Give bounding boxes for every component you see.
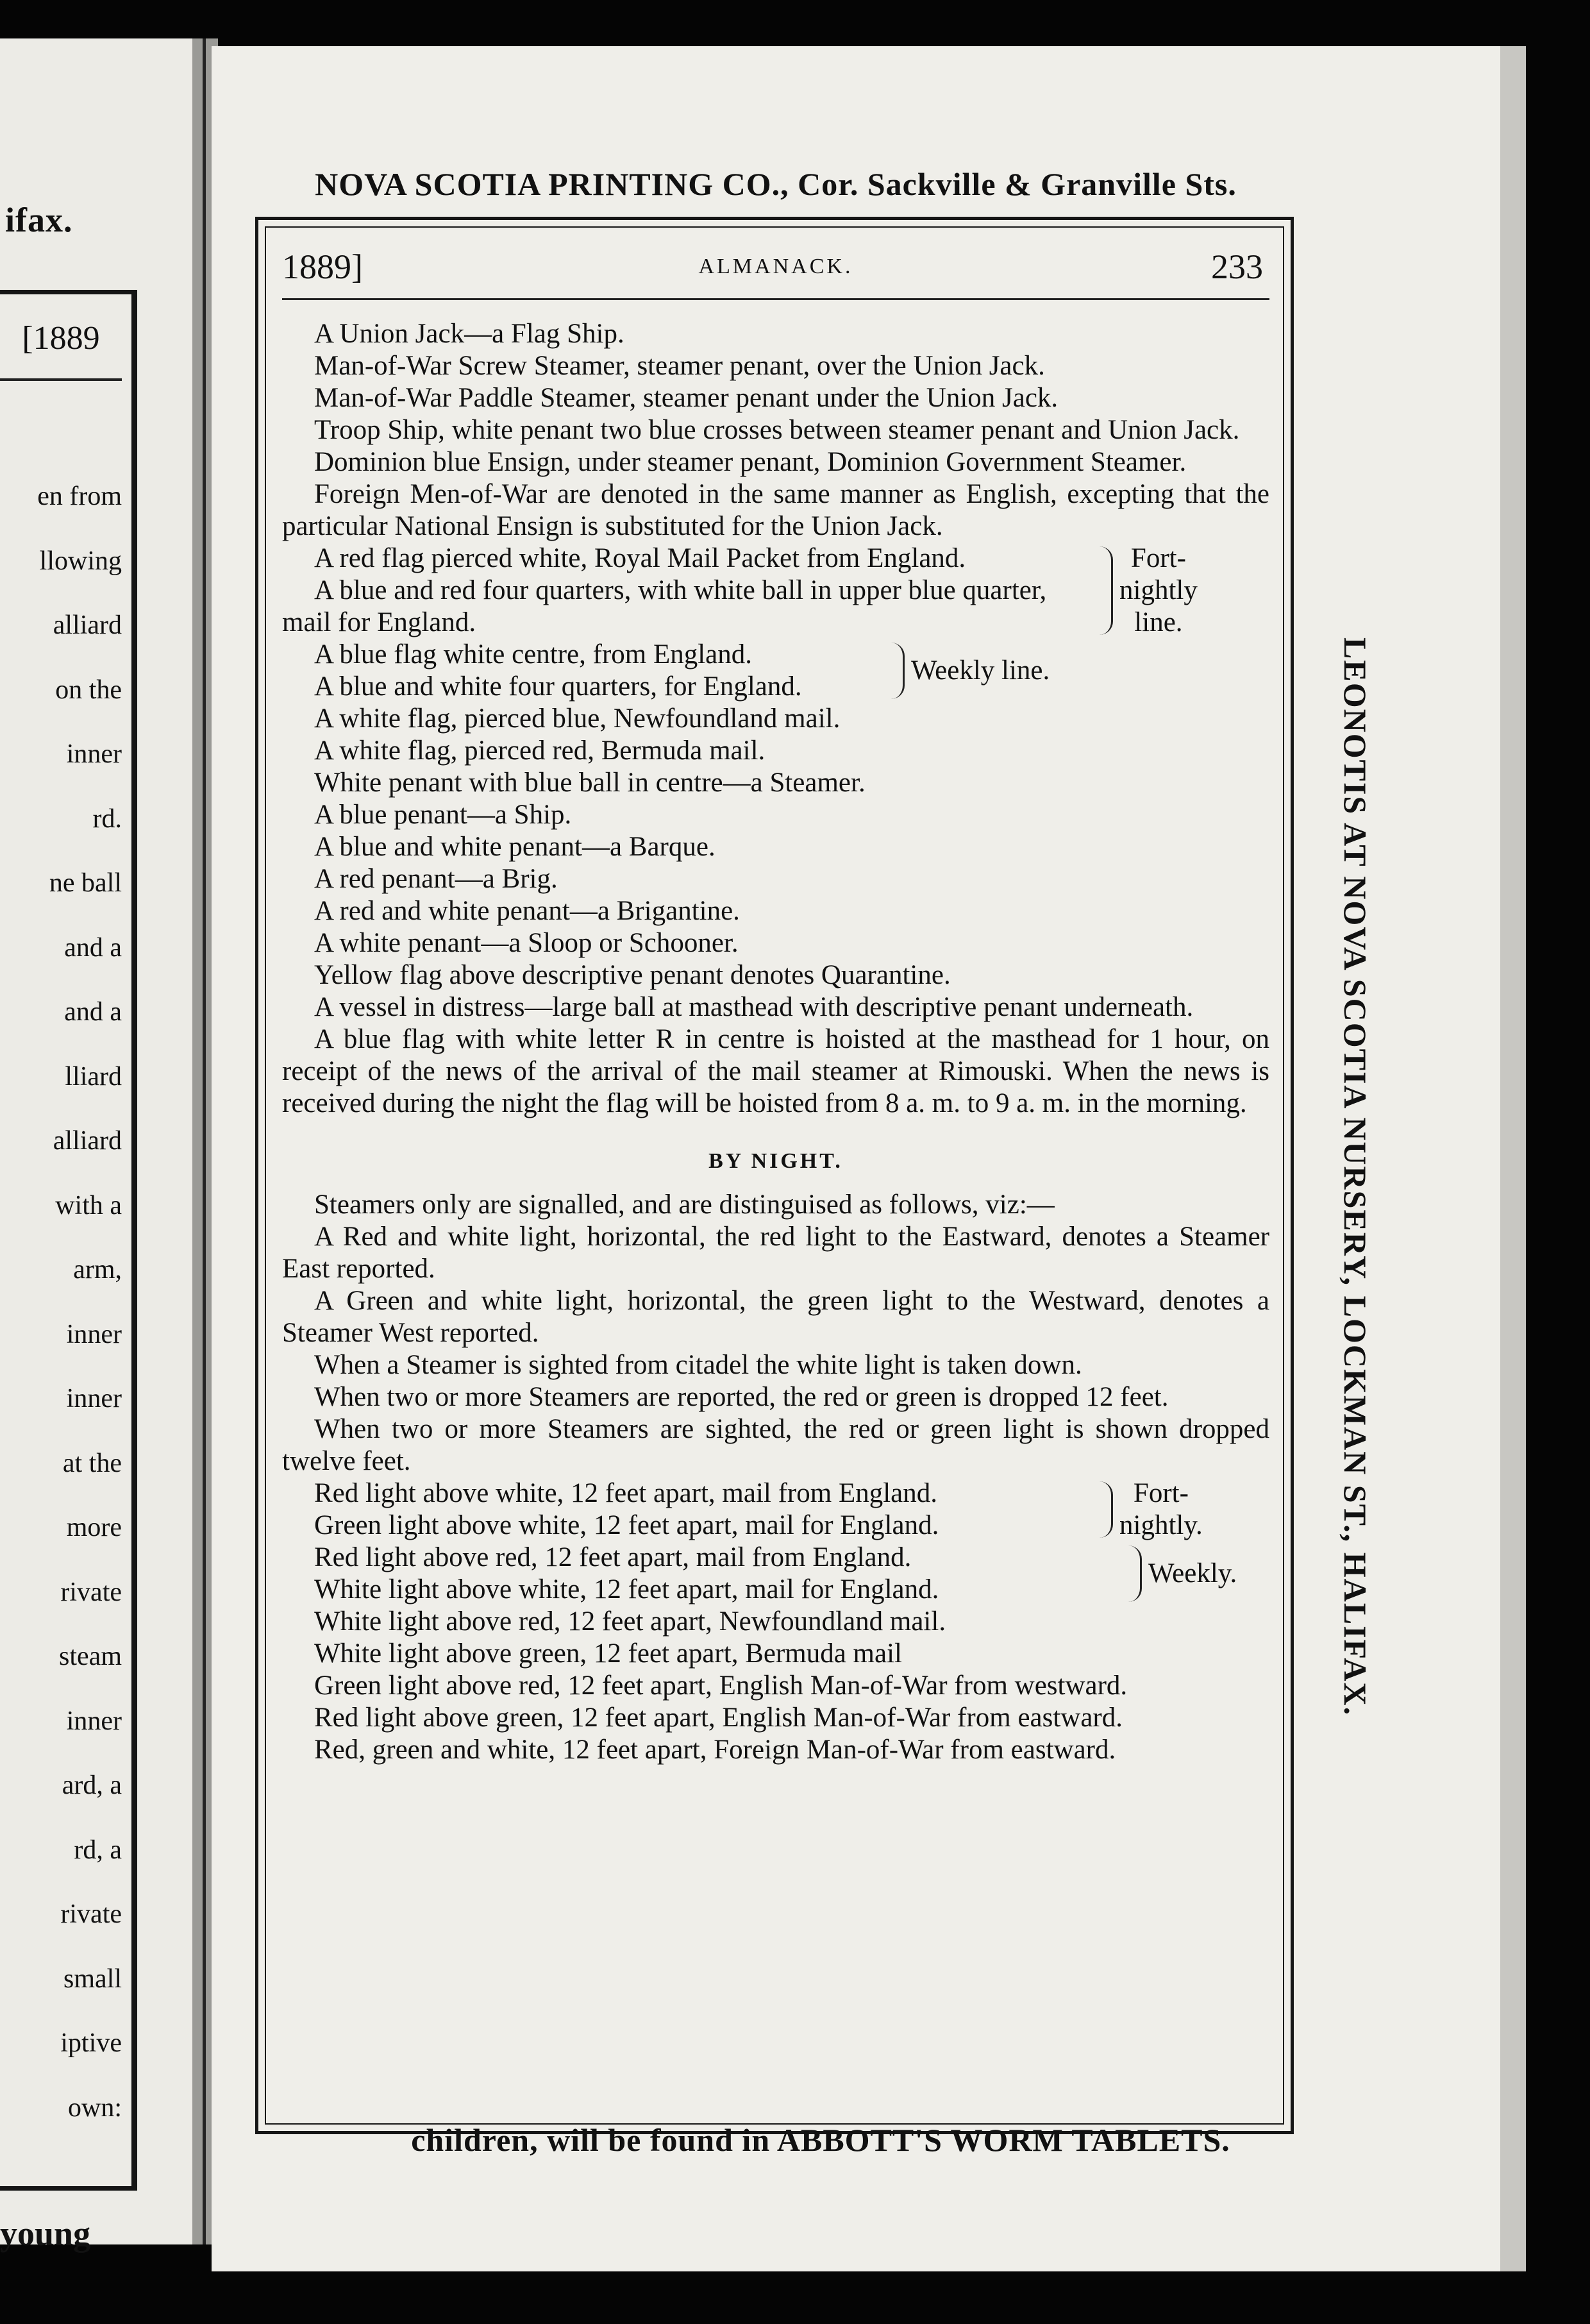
text-line: A blue and red four quarters, with white ball in upper blue quarter, mail for England. — [282, 575, 1047, 637]
text-line: A blue and white four quarters, for England. — [314, 671, 802, 702]
text-line: A blue flag white centre, from England. — [314, 639, 753, 669]
brace-glyph — [891, 643, 905, 699]
text-line: White light above green, 12 feet apart, Bermuda mail — [314, 1638, 902, 1669]
text-line: White light above red, 12 feet apart, Newfoundland mail. — [314, 1606, 946, 1637]
text-line: Troop Ship, white penant two blue crosses between steamer penant and Union Jack. — [314, 415, 1240, 445]
left-line-fragment: and a — [64, 932, 122, 963]
night-signals-a — [282, 1189, 1269, 1478]
text-line: A Red and white light, horizontal, the red light to the Eastward, denotes a Steamer East reported. — [282, 1222, 1269, 1284]
group-label: Fort- nightly. — [1119, 1478, 1203, 1540]
text-line: Dominion blue Ensign, under steamer penant, Dominion Government Steamer. — [314, 447, 1187, 477]
group-label: Fort- nightly line. — [1119, 543, 1198, 637]
text-line: When two or more Steamers are reported, the red or green is dropped 12 feet. — [314, 1382, 1169, 1412]
brace-glyph — [1100, 1481, 1113, 1538]
left-line-fragment: lliard — [65, 1061, 122, 1091]
text-line: Yellow flag above descriptive penant denotes Quarantine. — [314, 960, 951, 990]
left-line-fragment: arm, — [73, 1255, 122, 1284]
header-advertisement: NOVA SCOTIA PRINTING CO., Cor. Sackville & Granville Sts. — [315, 166, 1237, 202]
left-line-fragment: en from — [37, 482, 122, 511]
text-line: Man-of-War Paddle Steamer, steamer penant under the Union Jack. — [314, 383, 1059, 413]
left-line-fragment: on the — [55, 675, 122, 705]
text-line: A vessel in distress—large ball at masthead with descriptive penant underneath. — [314, 992, 1194, 1022]
text-line: Red light above green, 12 feet apart, English Man-of-War from eastward. — [314, 1703, 1123, 1733]
left-line-fragment: more — [66, 1513, 122, 1542]
left-line-fragment: rivate — [60, 1577, 122, 1607]
left-line-fragment: rivate — [60, 1899, 122, 1929]
left-line-fragment: inner — [66, 739, 122, 769]
text-line: White penant with blue ball in centre—a Steamer. — [314, 768, 866, 798]
night-fortnightly-group — [282, 1478, 1269, 1542]
left-line-fragment: rd. — [92, 804, 122, 834]
left-line-fragment: inner — [66, 1319, 122, 1349]
left-year-fragment: [1889 — [22, 320, 100, 357]
text-line: White light above white, 12 feet apart, mail for England. — [314, 1574, 939, 1604]
left-line-fragment: iptive — [60, 2028, 122, 2058]
left-page-fragment — [0, 38, 192, 2253]
brace-glyph — [1100, 546, 1113, 635]
text-line: A Green and white light, horizontal, the green light to the Westward, denotes a Steamer West reported. — [282, 1286, 1269, 1348]
text-line: A red and white penant—a Brigantine. — [314, 896, 740, 926]
day-weekly-group — [282, 639, 1269, 703]
night-weekly-group — [282, 1542, 1269, 1606]
text-line: Red, green and white, 12 feet apart, Foreign Man-of-War from eastward. — [314, 1735, 1116, 1765]
left-line-fragment: inner — [66, 1706, 122, 1736]
signal-text — [282, 318, 1269, 1766]
left-line-fragment: ne ball — [49, 868, 122, 898]
text-line: A red penant—a Brig. — [314, 864, 558, 894]
left-line-fragment: rd, a — [74, 1835, 122, 1865]
text-line: Foreign Men-of-War are denoted in the same manner as English, excepting that the particular National Ensign is substituted for the Union Jack. — [282, 479, 1269, 541]
side-advertisement: LEONOTIS AT NOVA SCOTIA NURSERY, LOCKMAN ST., HALIFAX. — [1337, 637, 1373, 1717]
left-line-fragment: small — [63, 1964, 122, 1994]
left-line-fragment: with a — [55, 1190, 122, 1220]
text-line: A white penant—a Sloop or Schooner. — [314, 928, 739, 958]
running-head-title: ALMANACK. — [698, 255, 853, 278]
left-line-fragment: steam — [59, 1642, 122, 1671]
left-line-fragment: ard, a — [62, 1771, 122, 1800]
page-edge-shadow — [1500, 46, 1526, 2271]
page-content — [282, 240, 1269, 1766]
left-line-fragment: and a — [64, 997, 122, 1027]
text-line: Green light above red, 12 feet apart, English Man-of-War from westward. — [314, 1671, 1128, 1701]
text-line: A blue penant—a Ship. — [314, 800, 572, 830]
left-line-fragment: at the — [62, 1448, 122, 1478]
left-line-fragment: own: — [68, 2092, 122, 2123]
left-line-fragment: alliard — [53, 610, 122, 640]
day-fortnightly-group — [282, 543, 1269, 639]
text-line: Green light above white, 12 feet apart, mail for England. — [314, 1510, 939, 1540]
text-line: Red light above white, 12 feet apart, mail from England. — [314, 1478, 937, 1508]
left-header-rule — [0, 378, 122, 381]
text-line: Red light above red, 12 feet apart, mail from England. — [314, 1542, 912, 1572]
left-footer-fragment: young — [0, 2214, 91, 2253]
left-line-fragment: alliard — [53, 1126, 122, 1156]
running-head — [282, 240, 1269, 300]
left-line-fragment: llowing — [39, 546, 122, 576]
text-line: A white flag, pierced blue, Newfoundland mail. — [314, 703, 841, 734]
running-head-year: 1889] — [282, 248, 363, 286]
left-header-fragment: ifax. — [5, 201, 73, 239]
text-line: When a Steamer is sighted from citadel the white light is taken down. — [314, 1350, 1082, 1380]
brace-glyph — [1128, 1545, 1142, 1602]
night-signals-b — [282, 1606, 1269, 1766]
text-line: A blue flag with white letter R in centre is hoisted at the masthead for 1 hour, on receipt of the news of the arrival of the mail steamer at Rimouski. When the news is received during the night the flag will be hoisted from 8 a. m. to 9 a. m. in the morning. — [282, 1024, 1269, 1118]
text-line: A white flag, pierced red, Bermuda mail. — [314, 736, 766, 766]
text-line: When two or more Steamers are sighted, the red or green light is shown dropped twelve feet. — [282, 1414, 1269, 1476]
group-label: Weekly. — [1148, 1558, 1237, 1588]
page-number: 233 — [1211, 248, 1263, 286]
text-line: A blue and white penant—a Barque. — [314, 832, 716, 862]
text-line: Man-of-War Screw Steamer, steamer penant, over the Union Jack. — [314, 351, 1045, 381]
left-line-fragment: inner — [66, 1384, 122, 1413]
group-label: Weekly line. — [911, 655, 1050, 686]
text-line: A Union Jack—a Flag Ship. — [314, 319, 624, 349]
day-signals-b — [282, 703, 1269, 1120]
gutter-line — [203, 38, 206, 2244]
section-heading: BY NIGHT. — [708, 1149, 843, 1173]
text-line: Steamers only are signalled, and are distinguised as follows, viz:— — [314, 1190, 1055, 1220]
day-signals-a — [282, 318, 1269, 543]
footer-advertisement: children, will be found in ABBOTT'S WORM TABLETS. — [411, 2122, 1230, 2158]
text-line: A red flag pierced white, Royal Mail Packet from England. — [314, 543, 966, 573]
